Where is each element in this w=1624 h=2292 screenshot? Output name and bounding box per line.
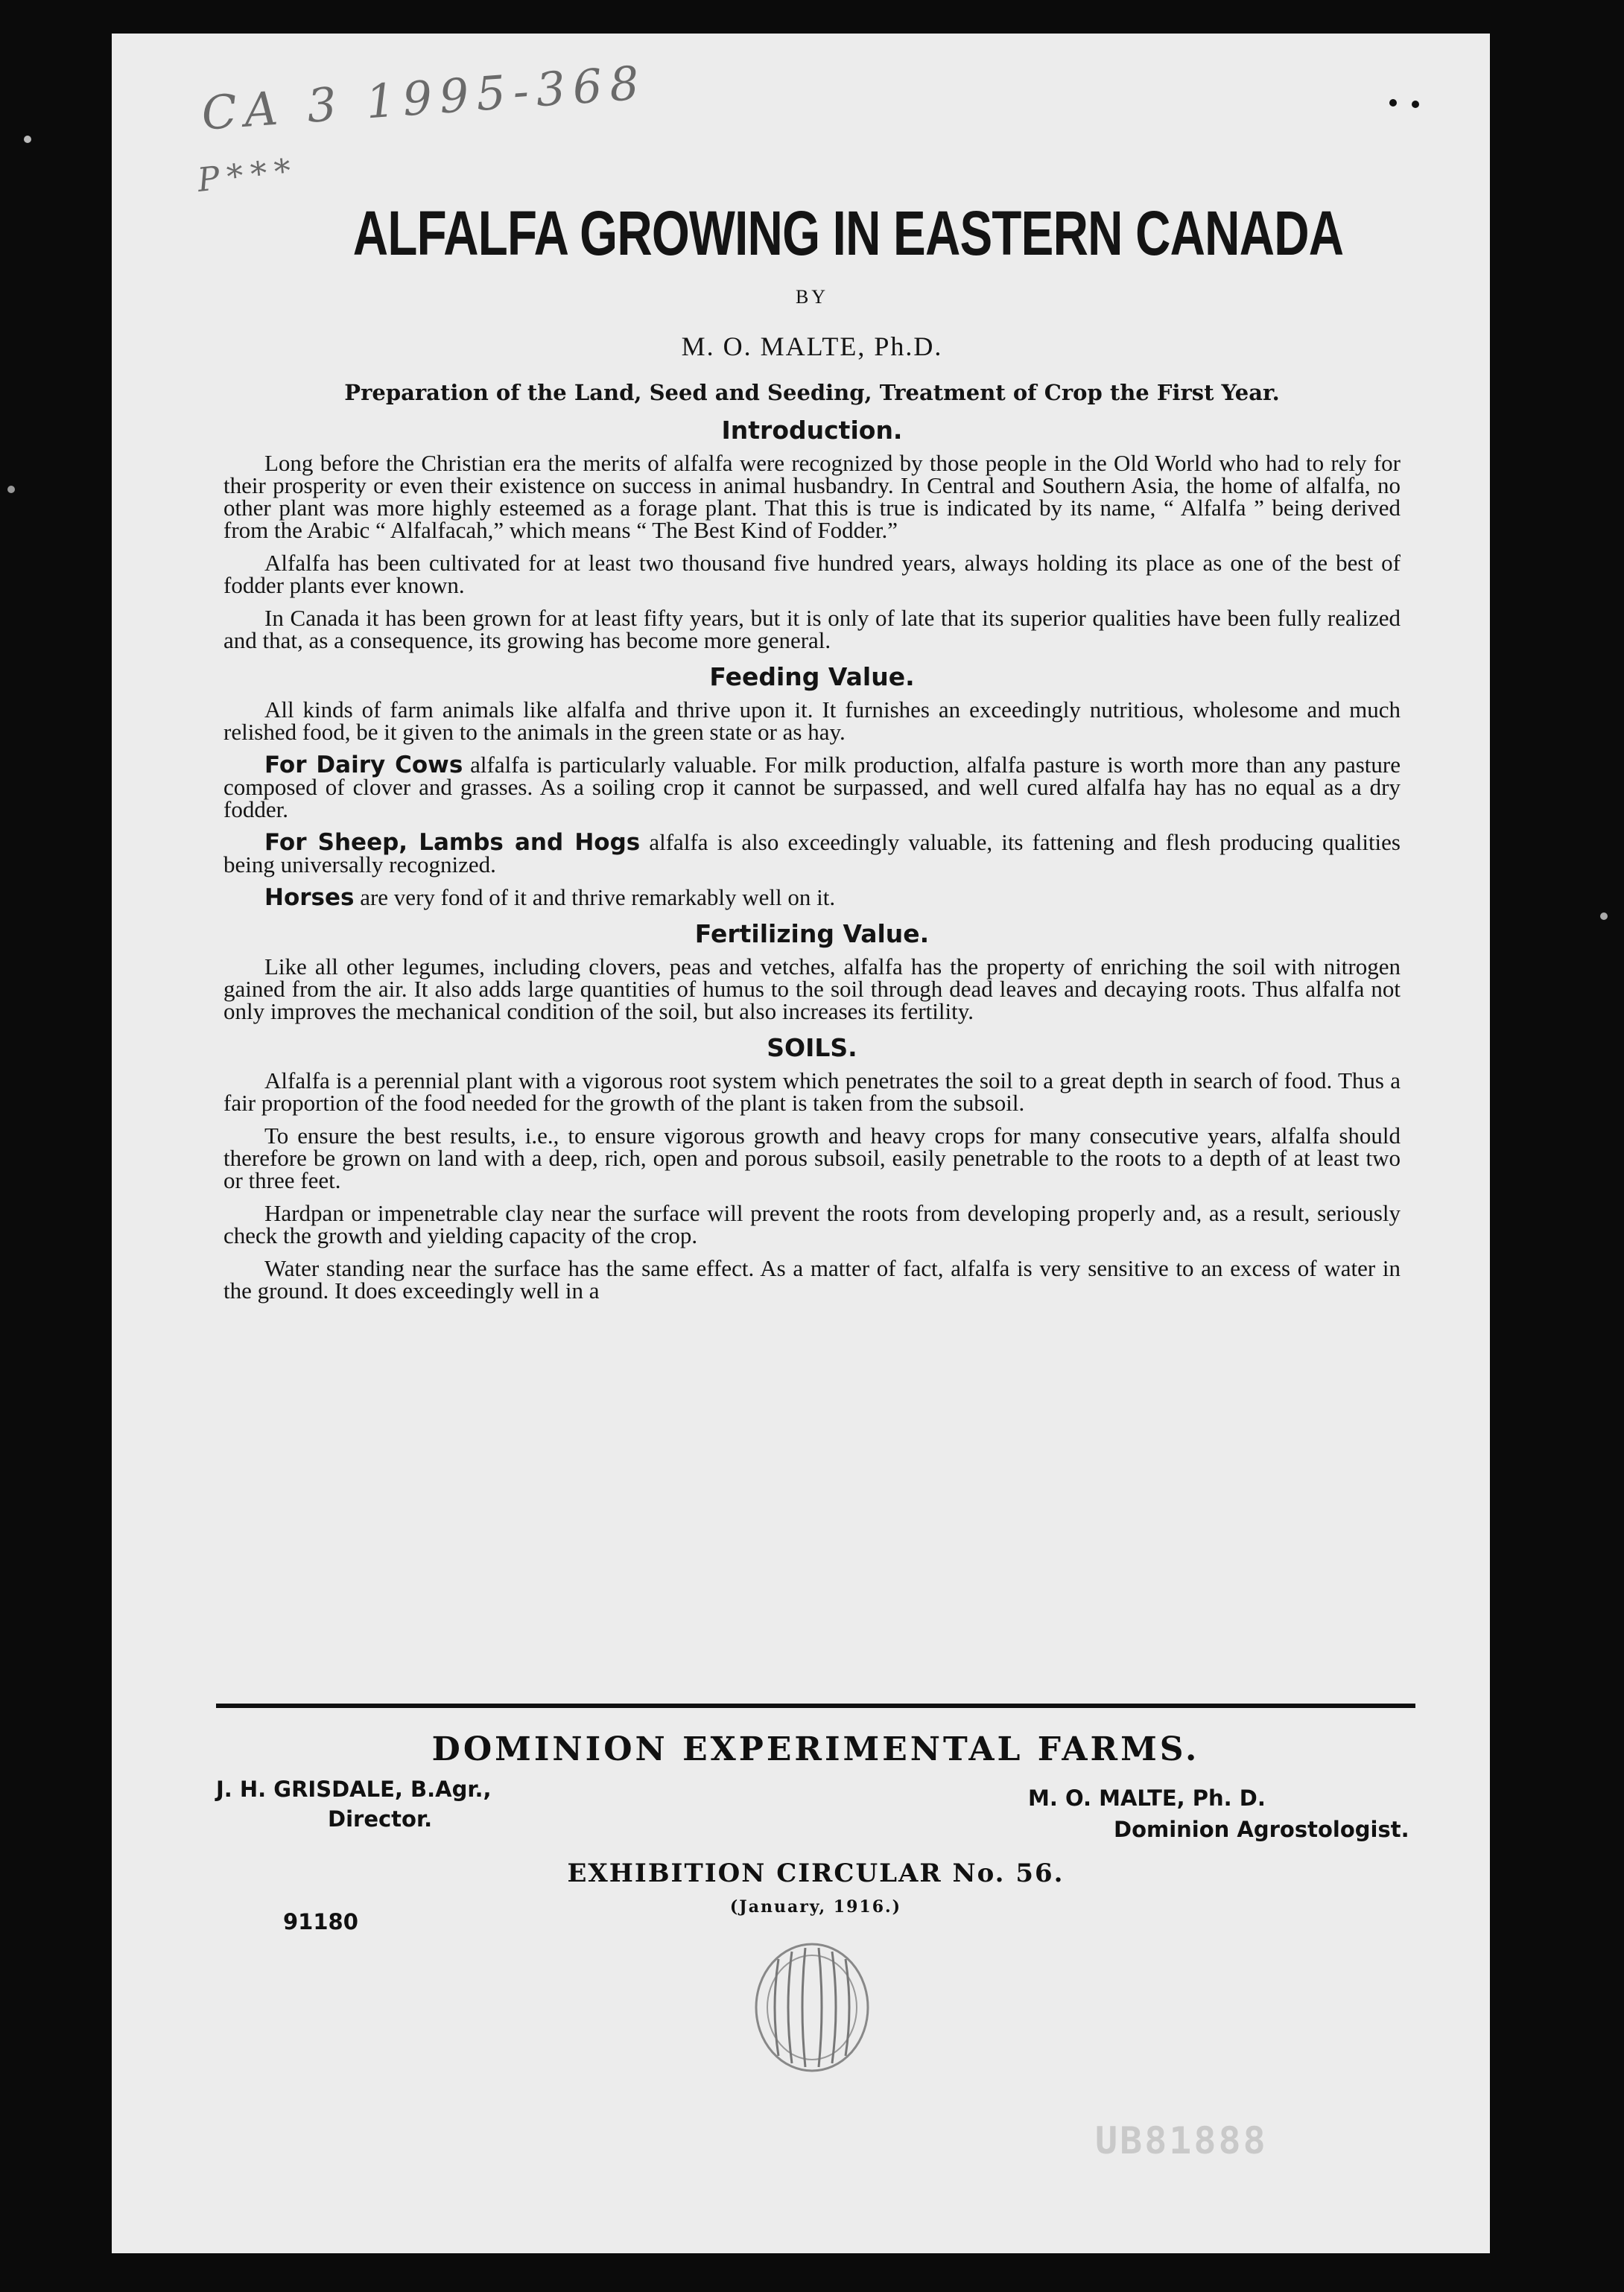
document-number: 91180	[283, 1909, 358, 1934]
section-heading-soils: SOILS.	[767, 1033, 857, 1062]
speck	[1412, 101, 1419, 108]
document-body	[223, 168, 1401, 1312]
circular-date: (January, 1916.)	[729, 1897, 902, 1917]
paragraph-text: alfalfa is particularly valuable. For milk production, alfalfa pasture is worth more than any pasture composed of clover and grasses. As a soiling crop it cannot be surpassed, and well cured alfalfa hay has no equal as a dry fodder.	[223, 752, 1401, 822]
director-block	[216, 1777, 492, 1832]
footer-divider	[216, 1704, 1415, 1708]
speck	[1389, 99, 1397, 107]
agrostologist-title: Dominion Agrostologist.	[1114, 1817, 1409, 1842]
speck	[1600, 912, 1608, 920]
document-page	[112, 34, 1490, 2253]
handwritten-note: P***	[195, 151, 300, 200]
author-name: M. O. MALTE, Ph.D.	[681, 331, 943, 361]
paragraph-lead: For Dairy Cows	[264, 752, 463, 778]
paragraph: All kinds of farm animals like alfalfa and thrive upon it. It furnishes an exceedingly nutritious, wholesome and much relished food, be it given to the animals in the green state or as hay.	[223, 696, 1401, 745]
paragraph: Hardpan or impenetrable clay near the surface will prevent the roots from developing properly and, as a result, seriously check the growth and yielding capacity of the crop.	[223, 1200, 1401, 1248]
ornamental-seal	[749, 1937, 875, 2078]
paragraph	[223, 831, 1401, 876]
director-name: J. H. GRISDALE, B.Agr.,	[216, 1777, 492, 1802]
handwritten-call-number: CA 3 1995-368	[200, 55, 648, 141]
agrostologist-name: M. O. MALTE, Ph. D.	[1028, 1785, 1266, 1811]
subtitle: Preparation of the Land, Seed and Seeding, Treatment of Crop the First Year.	[344, 380, 1280, 405]
page-title: ALFALFA GROWING IN EASTERN CANADA	[352, 198, 1344, 268]
paragraph: Water standing near the surface has the same effect. As a matter of fact, alfalfa is very sensitive to an excess of water in the ground. It does exceedingly well in a	[223, 1255, 1401, 1304]
library-stamp: UB81888	[1095, 2119, 1268, 2162]
director-title: Director.	[328, 1806, 433, 1832]
section-heading-fertilizing: Fertilizing Value.	[694, 919, 930, 948]
paragraph-text: are very fond of it and thrive remarkably well on it.	[354, 884, 836, 910]
agrostologist-block	[1028, 1785, 1415, 1842]
paragraph: Long before the Christian era the merits of alfalfa were recognized by those people in the Old World who had to rely for their prosperity or even their existence on success in animal husbandry. In Central and Southern Asia, the home of alfalfa, no other plant was more highly esteemed as a forage plant. That this is true is indicated by its name, “ Alfalfa ” being derived from the Arabic “ Alfalfacah,” which means “ The Best Kind of Fodder.”	[223, 450, 1401, 543]
byline-by: BY	[795, 286, 829, 308]
speck	[7, 486, 15, 493]
paragraph: Alfalfa is a perennial plant with a vigorous root system which penetrates the soil to a great depth in search of food. Thus a fair proportion of the food needed for the growth of the plant is taken from the subsoil.	[223, 1067, 1401, 1116]
paragraph: Like all other legumes, including clovers, peas and vetches, alfalfa has the property of enriching the soil with nitrogen gained from the air. It also adds large quantities of humus to the soil through dead leaves and decaying roots. Thus alfalfa not only improves the mechanical condition of the soil, but also increases its fertility.	[223, 953, 1401, 1024]
paragraph: Alfalfa has been cultivated for at least two thousand five hundred years, always holding its place as one of the best of fodder plants ever known.	[223, 550, 1401, 598]
paragraph	[223, 886, 1401, 909]
paragraph	[223, 754, 1401, 821]
paragraph: In Canada it has been grown for at least fifty years, but it is only of late that its superior qualities have been fully realized and that, as a consequence, its growing has become more general.	[223, 605, 1401, 653]
circular-number: EXHIBITION CIRCULAR No. 56.	[567, 1858, 1065, 1888]
paragraph-lead: For Sheep, Lambs and Hogs	[264, 829, 641, 856]
section-heading-feeding: Feeding Value.	[709, 662, 915, 691]
paragraph: To ensure the best results, i.e., to ensure vigorous growth and heavy crops for many consecutive years, alfalfa should therefore be grown on land with a deep, rich, open and porous subsoil, easily penetrable to the roots to a depth of at least two or three feet.	[223, 1123, 1401, 1193]
footer	[216, 1724, 1415, 1934]
paragraph-text: alfalfa is also exceedingly valuable, its fattening and flesh producing qualities being universally recognized.	[223, 829, 1401, 877]
section-heading-introduction: Introduction.	[721, 416, 903, 445]
speck	[24, 136, 31, 143]
paragraph-lead: Horses	[264, 884, 355, 911]
organization-name: DOMINION EXPERIMENTAL FARMS.	[431, 1730, 1200, 1768]
